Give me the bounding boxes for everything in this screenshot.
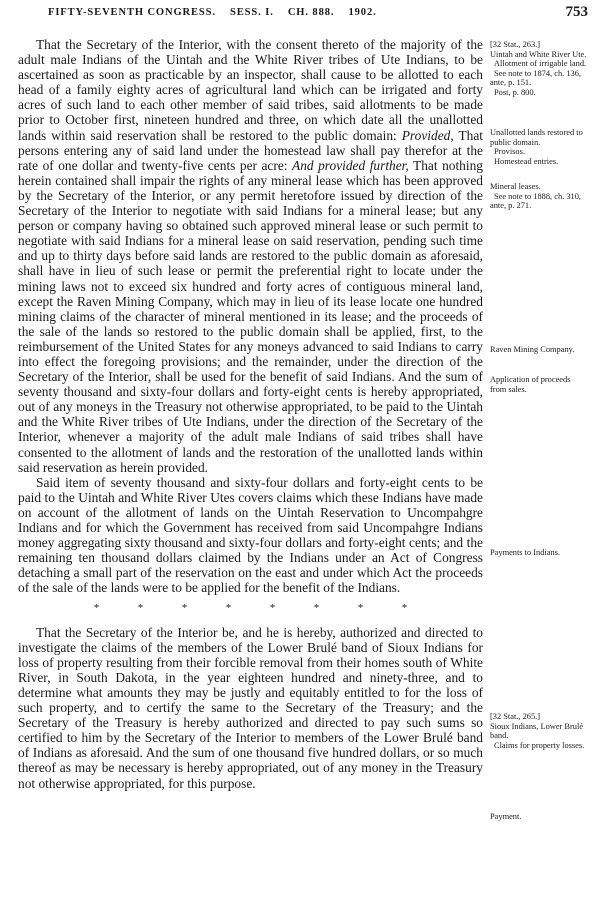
paragraph-payment-explanation: Said item of seventy thousand and sixty-four dollars and forty-eight cents to be paid to the Uintah and White River Utes covers claims which these Indians have made on account of the allotment of lands on the Uintah Reservation to Uncompahgre Indians and for which the Government has received from said Uncompahgre Indians money aggregating sixty thousand and sixty-four dollars and forty-eight cents; and the remaining ten thousand dollars claimed by the Indians under an Act of Congress detaching a small part of the reservation on the east and under which Act the proceeds of the sale of the lands were to be applied for the benefit of the Indians. <box>18 474 483 596</box>
asterisk: * <box>313 602 320 615</box>
statute-text <box>18 37 483 791</box>
asterisk: * <box>269 602 276 615</box>
asterisk: * <box>93 602 100 615</box>
margin-note-mineral <box>490 182 588 211</box>
note-line: Allotment of irrigable land. <box>494 59 587 69</box>
asterisk: * <box>137 602 144 615</box>
paragraph-text: That persons entering any of said land under the homestead law shall pay therefor at the rate of one dollar and twenty-five cents per acre: <box>18 127 483 173</box>
asterisk: * <box>181 602 188 615</box>
note-line: See note to 1888, ch. 310, ante, p. 271. <box>490 191 581 211</box>
note-line: [32 Stat., 263.] <box>490 40 541 49</box>
margin-note-proceeds <box>490 375 588 394</box>
note-line: Payment. <box>490 812 522 821</box>
proviso-term: And provided further, <box>292 157 409 173</box>
note-line: Claims for property losses. <box>494 740 585 750</box>
asterisk: * <box>357 602 364 615</box>
paragraph-text: That the Secretary of the Interior, with the consent thereto of the majority of the adult male Indians of the Uintah and the White River tribes of Ute Indians, to be ascertained as soon as practicable by an inspector, shall cause to be allotted to each head of a family eighty acres of agricultural land which can be irrigated and forty acres of such land to each other member of said tribes, said allotments to be made prior to October first, nineteen hundred and three, on which date all the unallotted lands within said reservation shall be restored to the public domain: <box>18 37 483 143</box>
note-line: Mineral leases. <box>490 182 541 191</box>
margin-note-payment <box>490 812 588 822</box>
note-line: Uintah and White River Ute. <box>490 49 587 59</box>
note-line: Provisos. <box>494 147 525 157</box>
note-line: Sioux Indians, Lower Brulé band. <box>490 721 584 741</box>
note-line: Post, p. 800. <box>494 87 536 97</box>
margin-note-ute <box>490 40 588 98</box>
running-title: FIFTY-SEVENTH CONGRESS. SESS. I. CH. 888. 1902. <box>48 7 377 18</box>
note-line: Application of proceeds from sales. <box>490 375 571 394</box>
margin-note-payments <box>490 548 588 558</box>
note-line: Raven Mining Company. <box>490 345 575 354</box>
paragraph-lower-brule: That the Secretary of the Interior be, and he is hereby, authorized and directed to investigate the claims of the members of the Lower Brulé band of Sioux Indians for loss of property resulting from their forcible removal from their homes south of White River, in South Dakota, in the year eighteen hundred and ninety-three, and to determine what amounts they may be justly and equitably entitled to for the loss of such property, and to certify the same to the Secretary of the Treasury; and the Secretary of the Treasury is hereby authorized and directed to pay such sums so certified to him by the Secretary of the Interior to members of the Lower Brulé band of Indians as aforesaid. And the sum of one thousand five hundred dollars, or so much thereof as may be necessary is hereby appropriated, out of any money in the Treasury not otherwise appropriated, for this purpose. <box>18 624 483 791</box>
asterisk: * <box>225 602 232 615</box>
margin-note-raven <box>490 345 588 355</box>
note-line: See note to 1874, ch. 136, ante, p. 151. <box>490 68 581 88</box>
margin-note-unallotted <box>490 128 588 166</box>
paragraph-text: That nothing herein contained shall impair the rights of any mineral lease which has been approved by the Secretary of the Interior, or any permit heretofore issued by direction of the Secretary of the Interior to negotiate with said Indians for a mineral lease; but any person or company having so obtained such approved mineral lease or such permit to negotiate with said Indians for a mineral lease on said reservation, pending such time and up to thirty days before said lands are restored to the public domain as aforesaid, shall have in lieu of such lease or permit the preferential right to locate under the mining laws not to exceed six hundred and forty acres of contiguous mineral land, except the Raven Mining Company, which may in lieu of its lease locate one hundred mining claims of the character of mineral mentioned in its lease; and the proceeds of the sale of the lands so restored to the public domain shall be applied, first, to the reimbursement of the United States for any moneys advanced to said Indians to carry into effect the foregoing provisions; and the remainder, under the direction of the Secretary of the Interior, shall be used for the benefit of said Indians. And the sum of seventy thousand and sixty-four dollars and forty-eight cents is hereby appropriated, out of any moneys in the Treasury not otherwise appropriated, to be paid to the Uintah and the White River tribes of Ute Indians, under the direction of the Secretary of the Interior, whenever a majority of the adult male Indians of said tribes shall have consented to the allotment of lands and the restoration of the unallotted lands within said reservation as herein provided. <box>18 157 483 475</box>
note-line: [32 Stat., 265.] <box>490 712 541 721</box>
note-line: Homestead entries. <box>494 156 559 166</box>
omission-asterisks <box>18 601 483 616</box>
paragraph-ute-allotment <box>18 37 483 475</box>
margin-note-sioux <box>490 712 588 750</box>
page-number: 753 <box>565 4 588 20</box>
note-line: Unallotted lands restored to public domain. <box>490 128 583 147</box>
note-line: Payments to Indians. <box>490 548 561 557</box>
running-header <box>48 4 588 24</box>
asterisk: * <box>401 602 408 615</box>
proviso-term: Provided, <box>401 127 454 143</box>
